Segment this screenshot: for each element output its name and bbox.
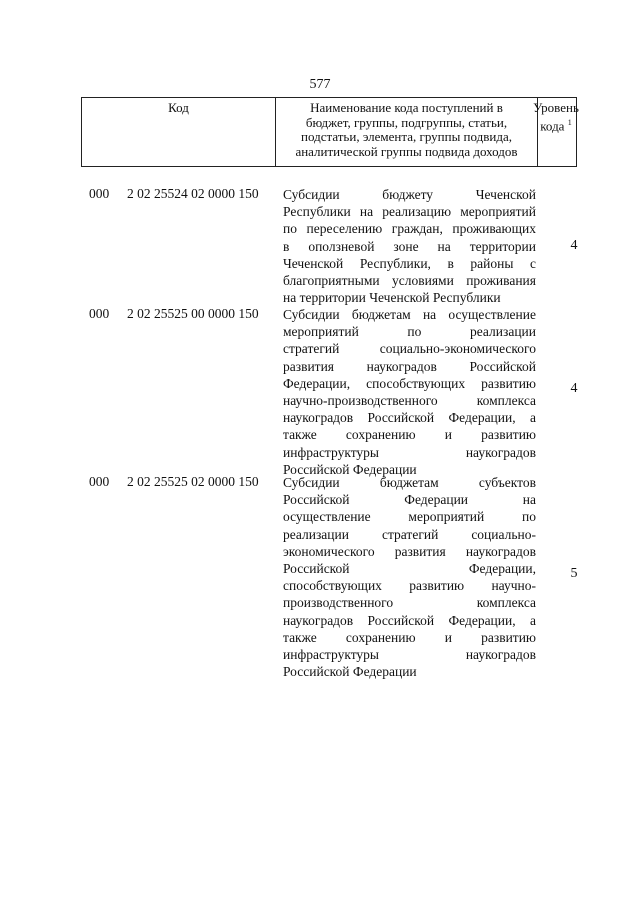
name-line: производственного комплекса [283,595,536,611]
name-line: осуществление мероприятий по [283,509,536,525]
name-line: Субсидии бюджетам субъектов [283,475,536,490]
revenue-code: 2 02 25525 02 0000 150 [127,474,259,489]
name-line: также сохранению и развитию [283,629,536,645]
footnote-mark: 1 [567,117,572,127]
revenue-name [283,186,536,306]
name-line: мероприятий по реализации [283,324,536,340]
name-line: Российской Федерации, [283,560,536,576]
name-line: в оползневой зоне на территории [283,238,536,254]
header-level-line2 [526,116,586,134]
header-name-line: подстатьи, элемента, группы подвида, [301,129,512,145]
header-level-line1: Уровень [533,100,579,115]
code-level: 4 [570,381,578,396]
name-line: Республики на реализацию мероприятий [283,204,536,220]
header-code: Код [82,98,276,166]
header-level-word: кода [540,117,565,133]
name-line: реализации стратегий социально- [283,526,536,542]
header-level [533,98,579,166]
name-line: Российской Федерации [283,461,417,477]
name-line: наукоградов Российской Федерации, а [283,612,536,628]
header-name [276,98,538,166]
revenue-code: 2 02 25525 00 0000 150 [127,306,259,321]
name-line: научно-производственного комплекса [283,392,536,408]
name-line: по переселению граждан, проживающих [283,221,536,237]
name-line: экономического развития наукоградов [283,543,536,559]
name-line: Федерации, способствующих развитию [283,375,536,391]
revenue-name [283,306,536,478]
name-line: Субсидии бюджету Чеченской [283,187,536,202]
name-line: инфраструктуры наукоградов [283,646,536,662]
name-line: Чеченской Республики, в районы с [283,255,536,271]
name-line: также сохранению и развитию [283,427,536,443]
code-level: 5 [570,566,578,581]
name-line: благоприятными условиями проживания [283,272,536,288]
header-name-line: Наименование кода поступлений в [310,100,503,115]
header-name-line: бюджет, группы, подгруппы, статьи, [305,114,508,130]
name-line: Российской Федерации на [283,492,536,508]
revenue-code: 2 02 25524 02 0000 150 [127,186,259,201]
name-line: на территории Чеченской Республики [283,290,501,306]
admin-code: 000 [89,306,110,321]
name-line: развития наукоградов Российской [283,358,536,374]
name-line: инфраструктуры наукоградов [283,444,536,460]
name-line: Российской Федерации [283,664,417,680]
admin-code: 000 [89,186,110,201]
name-line: способствующих развитию научно- [283,578,536,594]
code-level: 4 [570,238,578,253]
name-line: стратегий социально-экономического [283,341,536,357]
page-number: 577 [309,77,331,92]
name-line: наукоградов Российской Федерации, а [283,410,536,426]
revenue-name [283,474,536,680]
admin-code: 000 [89,474,110,489]
name-line: Субсидии бюджетам на осуществление [283,307,536,322]
header-name-line: аналитической группы подвида доходов [295,143,518,159]
table-header [81,97,577,167]
